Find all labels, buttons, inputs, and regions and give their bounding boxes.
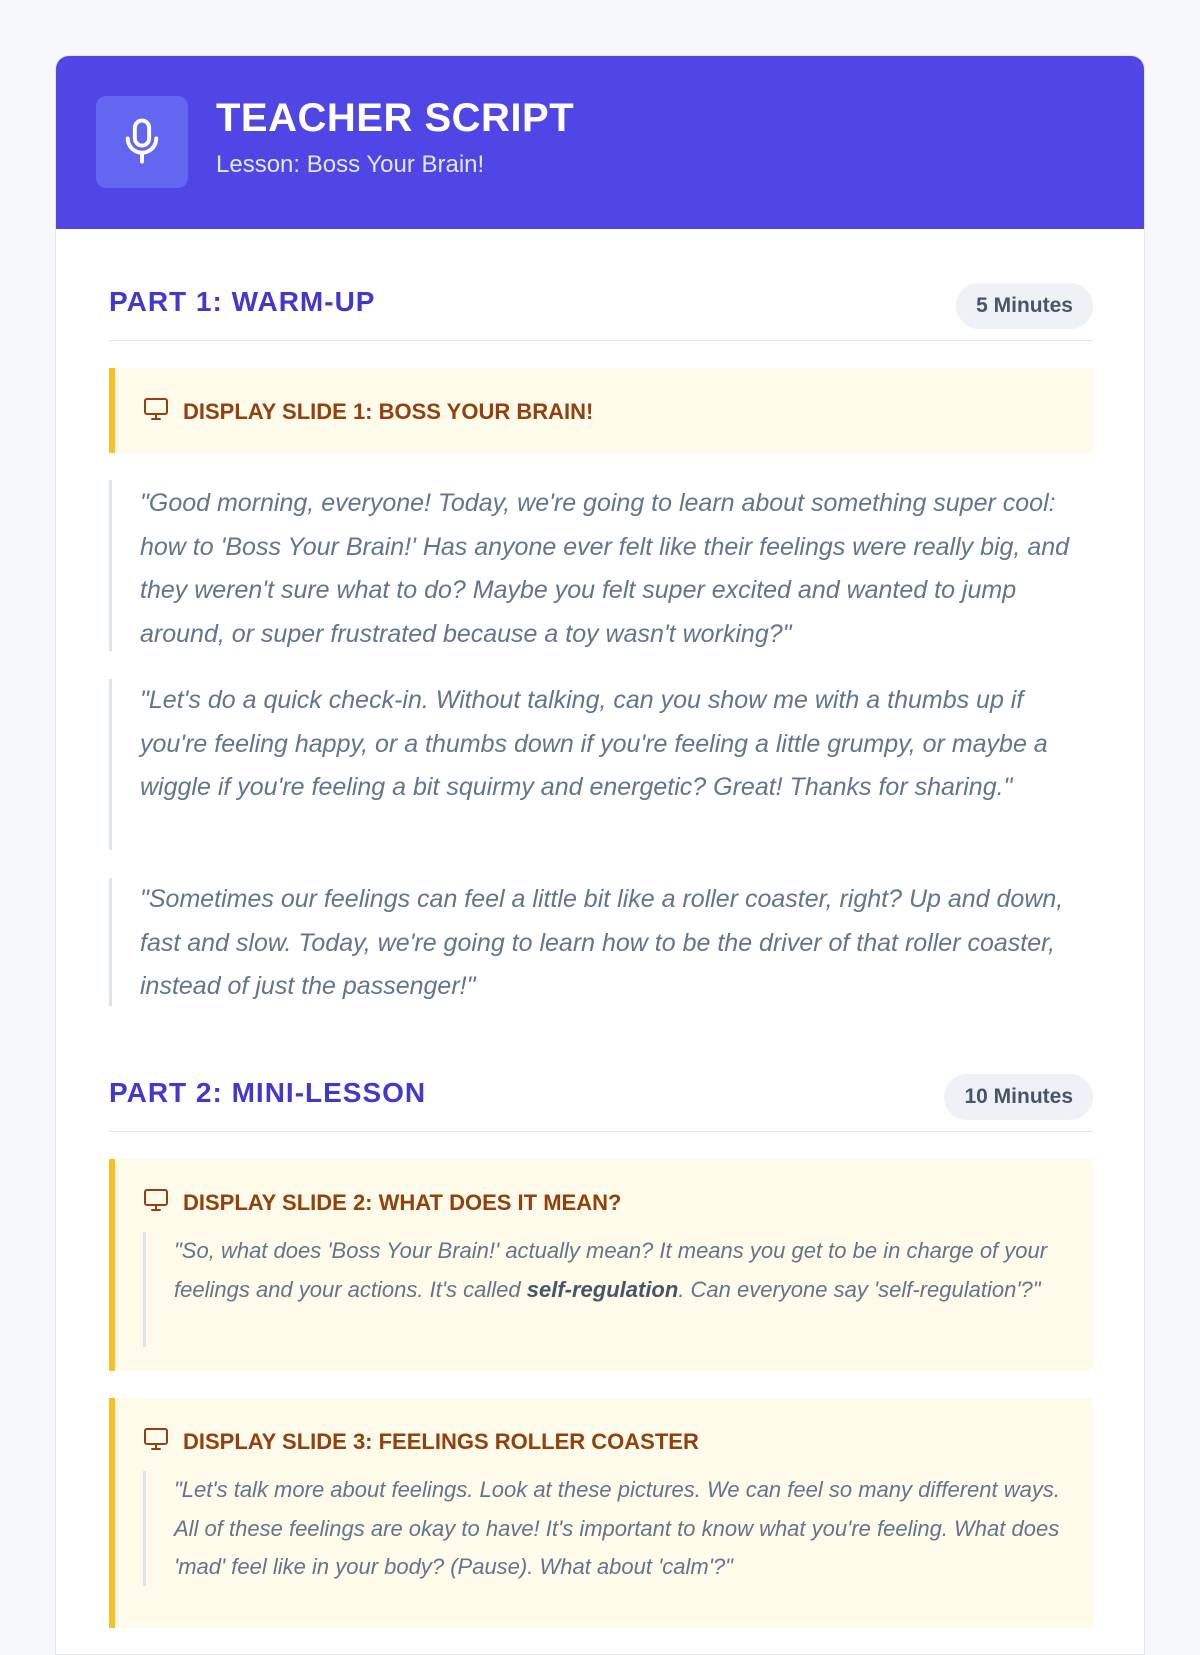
part1-header — [109, 229, 1093, 341]
monitor-icon — [143, 1427, 169, 1457]
script-content — [109, 229, 1093, 1628]
part1-title: PART 1: WARM-UP — [109, 286, 376, 317]
slide-1-title: DISPLAY SLIDE 1: BOSS YOUR BRAIN! — [183, 399, 594, 424]
quote-emphasis: self-regulation — [526, 1276, 679, 1302]
lesson-subtitle: Lesson: Boss Your Brain! — [216, 151, 485, 178]
part2-title: PART 2: MINI-LESSON — [109, 1077, 427, 1108]
script-quote: "Sometimes our feelings can feel a little bit like a roller coaster, right? Up and down, fast and slow. Today, we're going to learn how to be the driver of that roller coaster, instead of just the passenger!" — [109, 878, 1093, 1006]
quote-text: "So, what does 'Boss Your Brain!' actually mean? It means you get to be in charge of your feelings and your actions. It's called — [174, 1238, 1048, 1302]
part1-duration-badge: 5 Minutes — [956, 283, 1093, 329]
script-quote — [143, 1232, 1065, 1347]
header — [56, 56, 1144, 229]
slide-3-callout — [109, 1398, 1093, 1628]
script-quote: "Good morning, everyone! Today, we're going to learn about something super cool: how to 'Boss Your Brain!' Has anyone ever felt like their feelings were really big, and they weren't sure what to do? Maybe you felt super excited and wanted to jump around, or super frustrated because a toy wasn't working?" — [109, 480, 1093, 651]
part2-header — [109, 1020, 1093, 1132]
slide-2-title: DISPLAY SLIDE 2: WHAT DOES IT MEAN? — [183, 1190, 622, 1215]
quote-text: . Can everyone say 'self-regulation'?" — [678, 1276, 1041, 1302]
script-quote: "Let's do a quick check-in. Without talking, can you show me with a thumbs up if you're feeling happy, or a thumbs down if you're feeling a little grumpy, or maybe a wiggle if you're feeling a bit squirmy and energetic? Great! Thanks for sharing." — [109, 679, 1093, 850]
slide-3-title-row — [143, 1398, 1093, 1457]
slide-3-title: DISPLAY SLIDE 3: FEELINGS ROLLER COASTER — [183, 1429, 699, 1454]
monitor-icon — [143, 1188, 169, 1218]
part2-duration-badge: 10 Minutes — [944, 1074, 1093, 1120]
monitor-icon — [143, 397, 169, 427]
slide-2-callout — [109, 1159, 1093, 1371]
slide-2-title-row — [143, 1159, 1093, 1218]
page-title: TEACHER SCRIPT — [216, 96, 575, 140]
slide-1-title-row — [143, 368, 1093, 427]
slide-1-callout — [109, 368, 1093, 453]
script-quote: "Let's talk more about feelings. Look at these pictures. We can feel so many different ways. All of these feelings are okay to have! It's important to know what you're feeling. What does 'mad' feel like in your body? (Pause). What about 'calm'?" — [143, 1471, 1065, 1586]
microphone-icon — [96, 96, 188, 188]
teacher-script-card — [55, 55, 1145, 1655]
